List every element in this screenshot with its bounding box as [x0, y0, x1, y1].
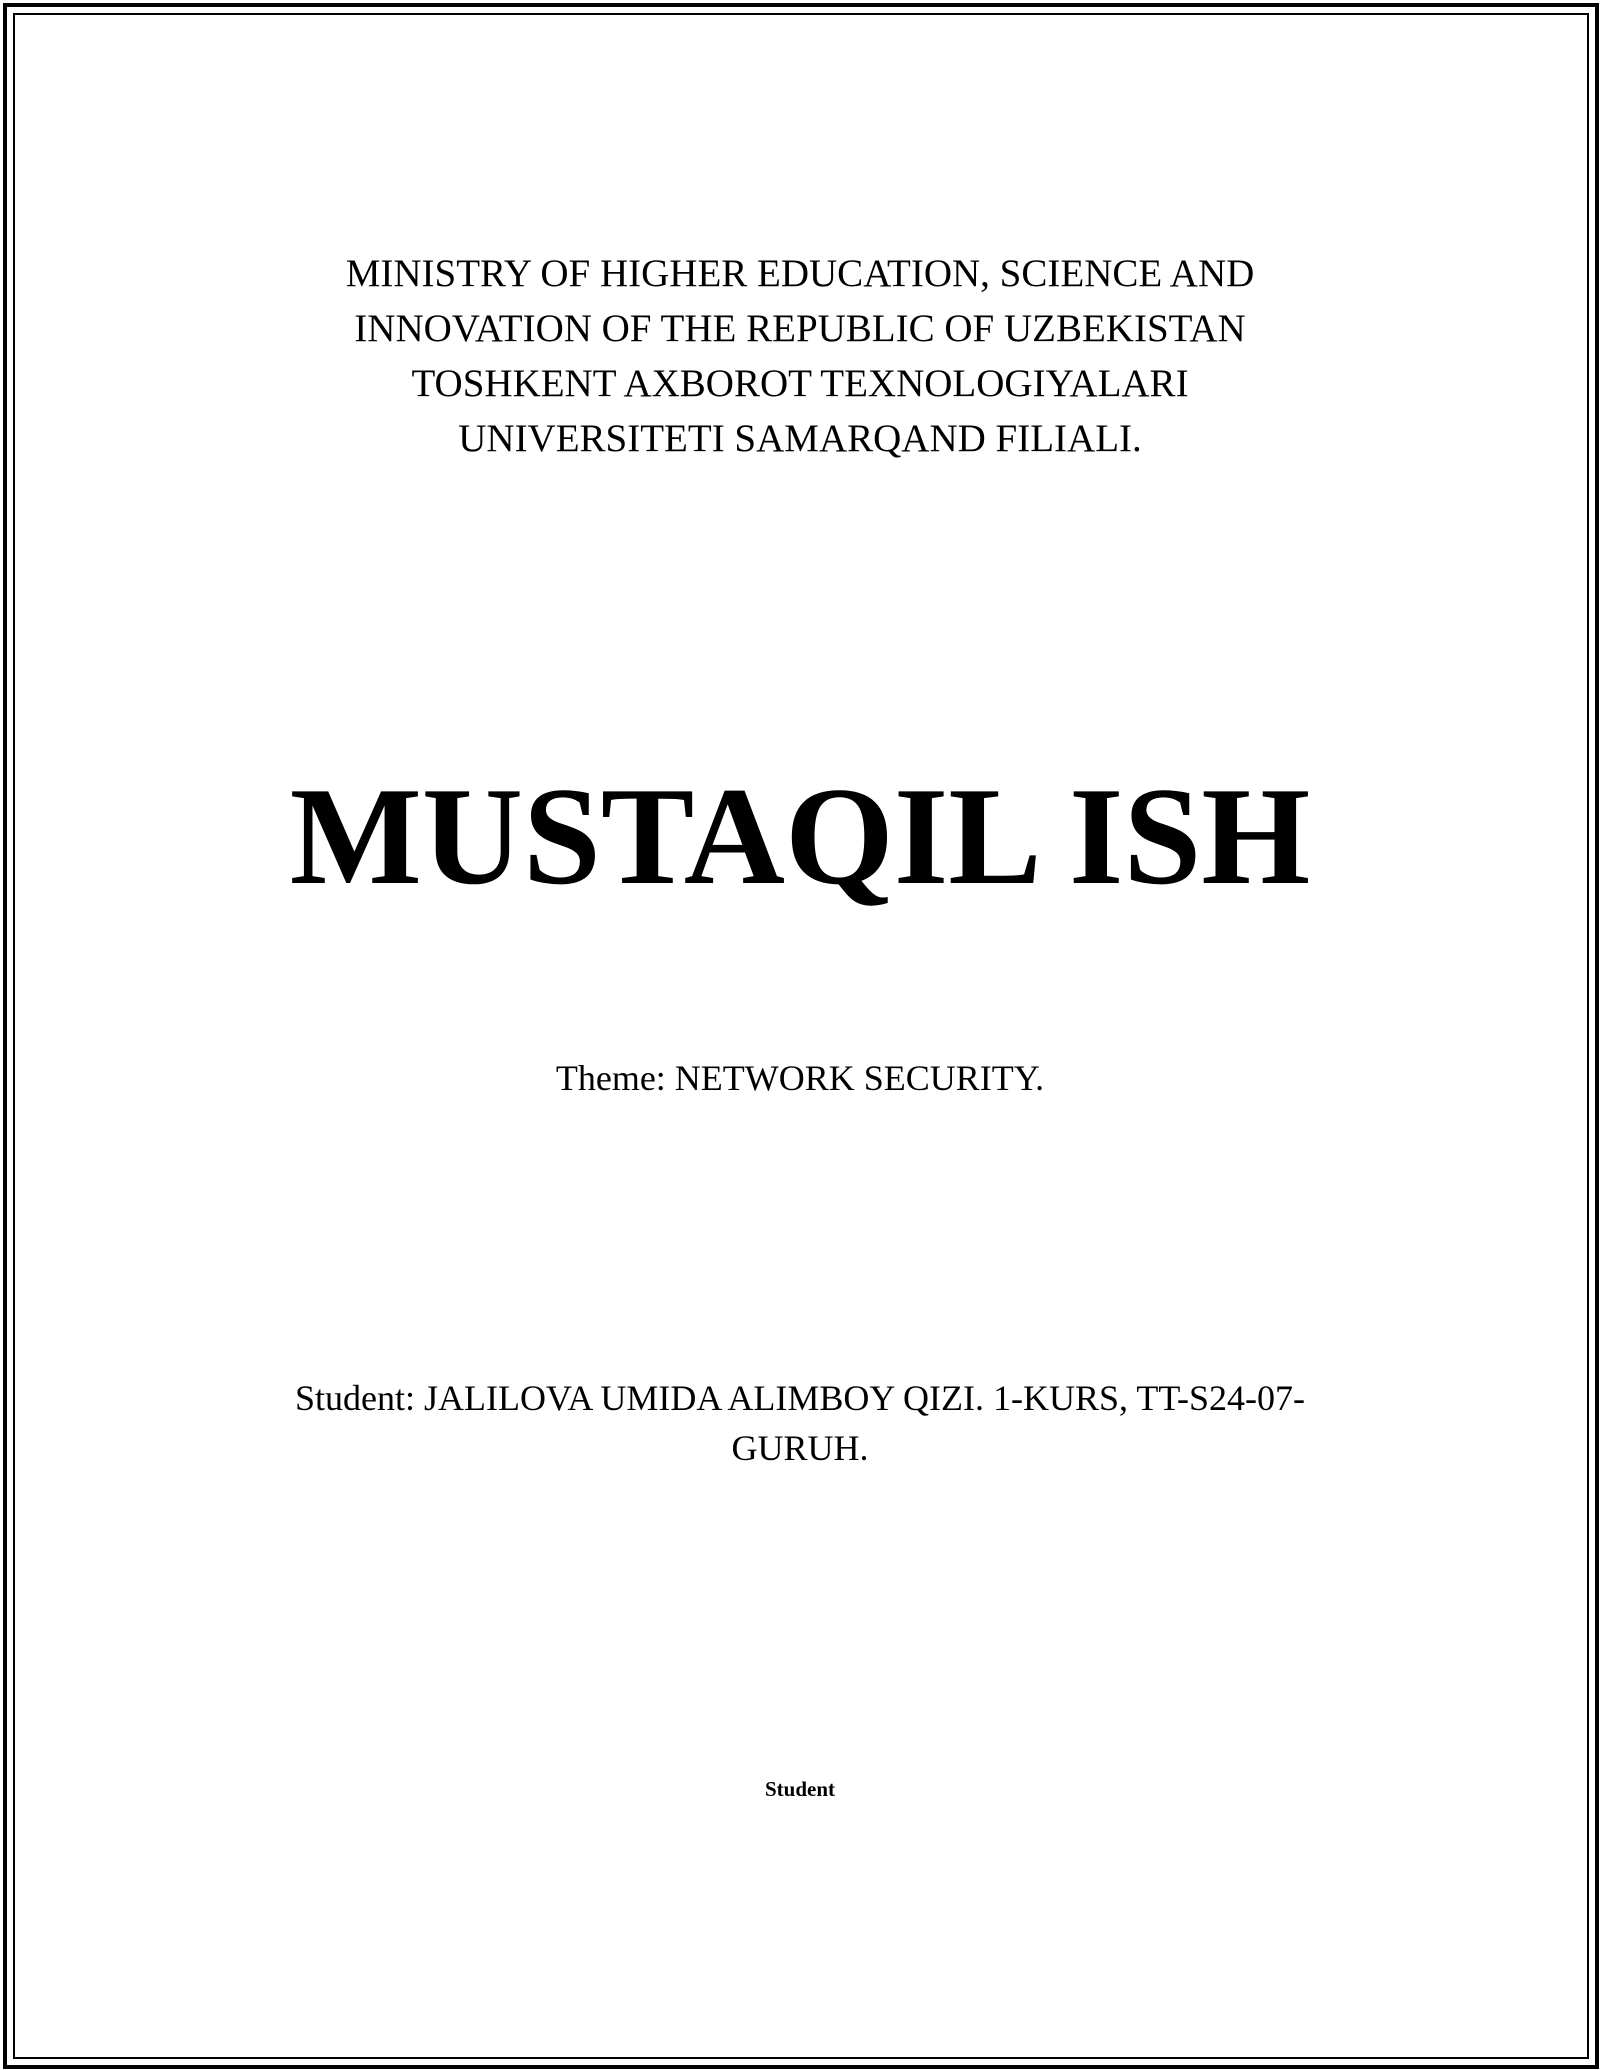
student-label: Student: [764, 1777, 836, 1801]
ministry-header: [0, 246, 1600, 466]
ministry-line-1: MINISTRY OF HIGHER EDUCATION, SCIENCE AND: [345, 252, 1255, 295]
student-info-line-2: GURUH.: [731, 1428, 869, 1468]
ministry-line-4: UNIVERSITETI SAMARQAND FILIALI.: [458, 417, 1142, 460]
theme-line: Theme: NETWORK SECURITY.: [555, 1058, 1045, 1098]
ministry-line-2: INNOVATION OF THE REPUBLIC OF UZBEKISTAN: [354, 307, 1246, 350]
student-info: [0, 1373, 1600, 1473]
ministry-line-3: TOSHKENT AXBOROT TEXNOLOGIYALARI: [411, 362, 1189, 405]
document-title: MUSTAQIL ISH: [289, 759, 1311, 914]
student-info-line-1: Student: JALILOVA UMIDA ALIMBOY QIZI. 1-KURS, TT-S24-07-: [294, 1378, 1306, 1418]
